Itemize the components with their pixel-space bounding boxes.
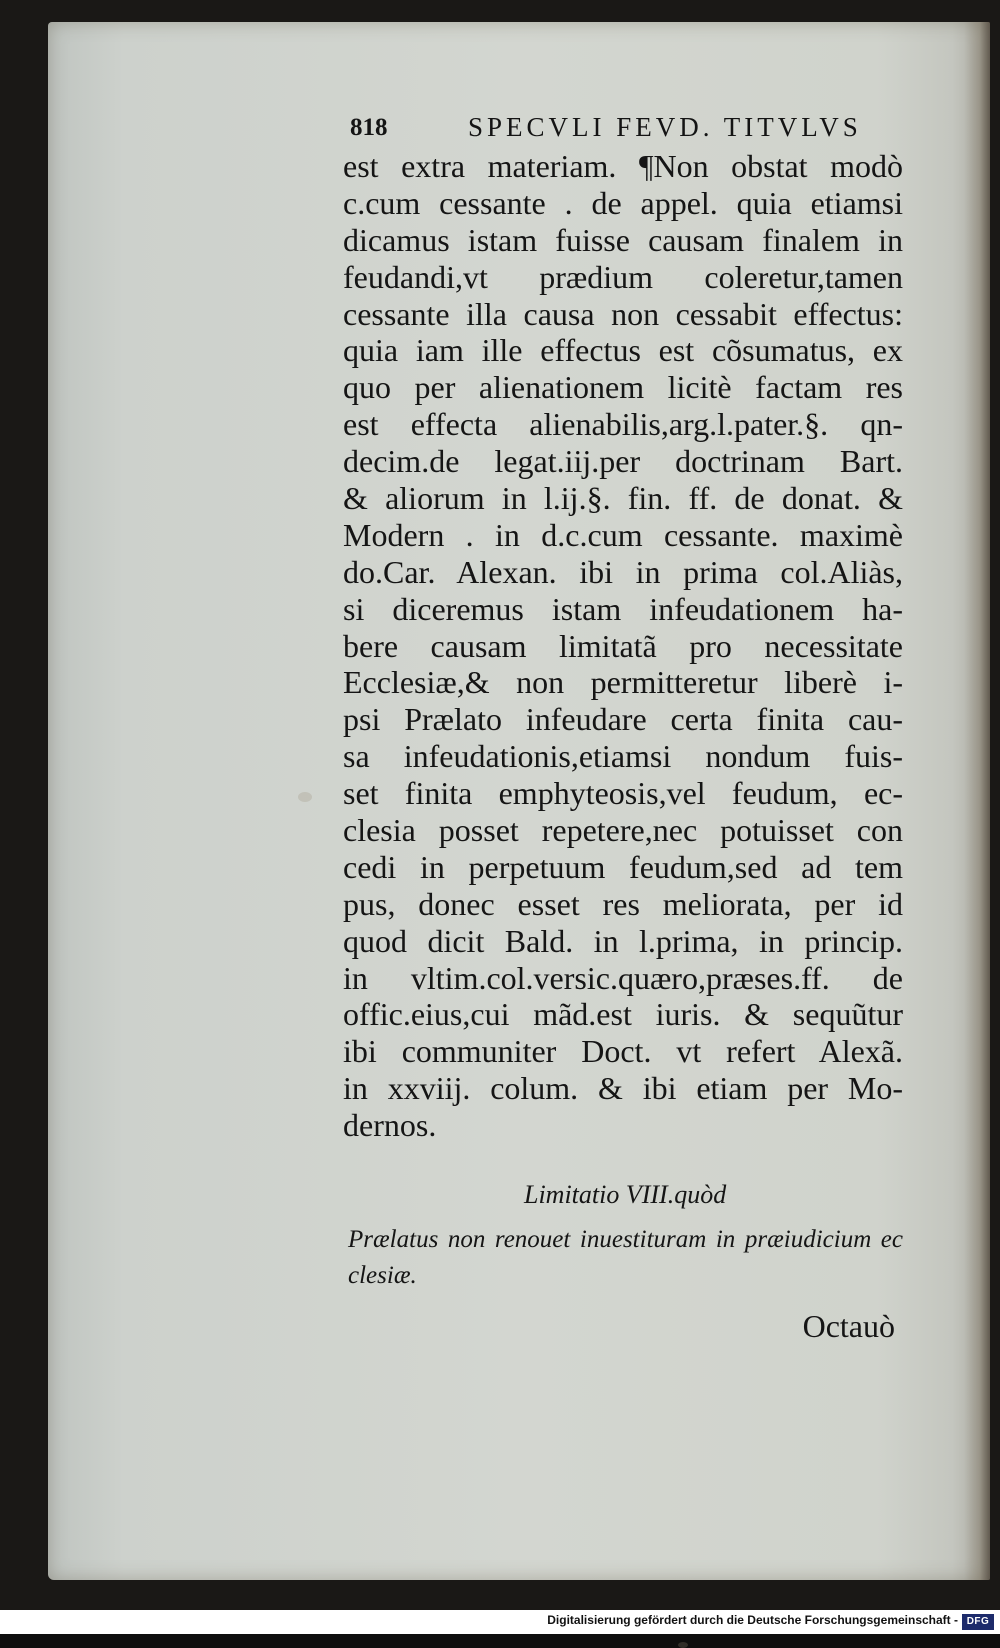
running-head [350, 112, 898, 146]
text-line: sa infeudationis,etiamsi nondum fuis- [343, 738, 903, 775]
text-line: quod dicit Bald. in l.prima, in princip. [343, 922, 903, 959]
text-line: pus, donec esset res meliorata, per id [343, 885, 903, 922]
italic-line: clesiæ. [348, 1262, 417, 1289]
dfg-logo: DFG [962, 1614, 994, 1630]
text-line: est extra materiam. ¶Non obstat modò [343, 148, 903, 184]
text-line: feudandi,vt prædium coleretur,tamen [343, 258, 903, 295]
text-line: bere causam limitatã pro necessitate [343, 627, 903, 664]
paper-stain [298, 792, 312, 802]
text-line: clesia posset repetere,nec potuisset con [343, 812, 903, 849]
text-line: set finita emphyteosis,vel feudum, ec- [343, 775, 903, 812]
text-line: quia iam ille effectus est cõsumatus, ex [343, 332, 903, 369]
running-title: SPECVLI FEVD. TITVLVS [468, 112, 862, 142]
text-line: dernos. [343, 1107, 437, 1144]
catchword: Octauò [802, 1308, 895, 1344]
text-line: cedi in perpetuum feudum,sed ad tem [343, 848, 903, 885]
text-line: cessante illa causa non cessabit effectus: [343, 295, 903, 332]
footer-bar [0, 1610, 1000, 1634]
text-line: ibi communiter Doct. vt refert Alexã. [343, 1033, 903, 1070]
text-line: psi Prælato infeudare certa finita cau- [343, 701, 903, 738]
italic-line: Prælatus non renouet inuestituram in præiudicium ec [348, 1226, 903, 1253]
text-line: decim.de legat.iij.per doctrinam Bart. [343, 443, 903, 480]
text-line: est effecta alienabilis,arg.l.pater.§. qn- [343, 406, 903, 443]
text-line: Modern . in d.c.cum cessante. maximè [343, 516, 903, 553]
text-line: in xxviij. colum. & ibi etiam per Mo- [343, 1070, 903, 1107]
section-subheading: Limitatio VIII.quòd [524, 1180, 727, 1209]
text-line: Ecclesiæ,& non permitteretur liberè i- [343, 664, 903, 701]
text-line: dicamus istam fuisse causam finalem in [343, 221, 903, 258]
paper-stain [678, 1642, 688, 1648]
text-line: offic.eius,cui mãd.est iuris. & sequũtur [343, 996, 903, 1033]
text-line: do.Car. Alexan. ibi in prima col.Aliàs, [343, 553, 903, 590]
body-text [343, 148, 903, 1144]
text-line: si diceremus istam infeudationem ha- [343, 590, 903, 627]
page-number: 818 [350, 114, 388, 141]
text-line: c.cum cessante . de appel. quia etiamsi [343, 184, 903, 221]
text-line: quo per alienationem licitè factam res [343, 369, 903, 406]
page-edge-shadow [964, 22, 990, 1580]
text-line: in vltim.col.versic.quæro,præses.ff. de [343, 959, 903, 996]
summary-italic [348, 1222, 903, 1294]
text-line: & aliorum in l.ij.§. fin. ff. de donat. & [343, 480, 903, 517]
funding-notice: Digitalisierung gefördert durch die Deutsche Forschungsgemeinschaft - [547, 1613, 958, 1627]
